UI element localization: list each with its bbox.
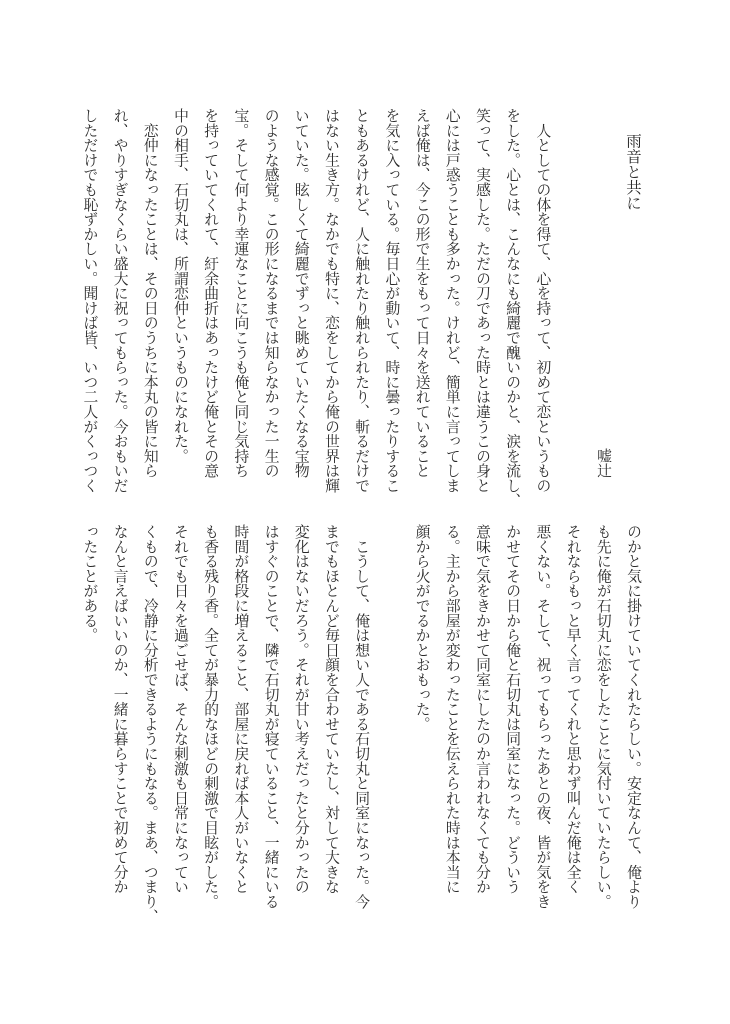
text-column-upper: 恋仲になったことは、その日のうちに本丸の皆に知ら <box>141 108 159 478</box>
text-column-upper: しただけでも恥ずかしい。聞けば皆、いつ二人がくっつく <box>81 108 99 493</box>
text-column-upper: をした。心とは、こんなにも綺麗で醜いのかと、涙を流し、 <box>504 108 522 508</box>
text-column-lower: それならもっと早く言ってくれと思わず叫んだ俺は全く <box>564 524 582 894</box>
text-column-lower: 意味で気をきかせて同室にしたのか言われなくても分か <box>474 524 491 894</box>
text-column-lower: それでも日々を過ごせば、そんな刺激も日常になってい <box>172 524 189 894</box>
text-column-upper: いていた。眩しくて綺麗でずっと眺めていたくなる宝物 <box>292 108 310 478</box>
text-column-lower: ったことがある。 <box>81 524 99 643</box>
text-column-upper: れ、やりすぎなくらい盛大に祝ってもらった。今おもいだ <box>111 108 129 493</box>
text-column-upper: 心には戸惑うことも多かった。けれど、簡単に言ってしま <box>443 108 461 493</box>
text-column-lower: も香る残り香。全てが暴力的なほどの刺激で目眩がした。 <box>202 524 220 909</box>
text-column-upper: ともあるけれど、人に触れたり触れられたり、斬るだけで <box>353 108 371 493</box>
text-column-upper: 中の相手、石切丸は、所謂恋仲というものになれた。 <box>172 108 189 464</box>
text-column-lower: のかと気に掛けていてくれたらしい。安定なんて、俺より <box>625 524 642 909</box>
text-column-lower: も先に俺が石切丸に恋をしたことに気付いていたらしい。 <box>594 524 612 909</box>
text-column-lower: 変化はないだろう。それが甘い考えだったと分かったの <box>292 524 310 894</box>
text-column-upper: のような感覚。この形になるまでは知らなかった一生の <box>262 108 280 478</box>
text-column-lower: かせてその日から俺と石切丸は同室になった。どういう <box>504 524 522 894</box>
text-column-lower: 時間が格段に増えること、部屋に戻れば本人がいなくと <box>232 524 250 894</box>
text-column-upper: 宝。そして何より幸運なことに向こうも俺と同じ気持ち <box>232 108 250 478</box>
text-column-lower: なんと言えばいいのか、一緒に暮らすことで初めて分か <box>111 524 129 894</box>
text-column-upper: えば俺は、今この形で生をもって日々を送れていること <box>413 108 431 478</box>
text-column-lower: までもほとんど毎日顔を合わせていたし、対して大きな <box>323 524 340 894</box>
text-column-lower: 悪くない。そして、祝ってもらったあとの夜、皆が気をき <box>534 524 552 909</box>
story-title: 雨音と共に <box>624 133 642 211</box>
text-column-upper: を気に入っている。毎日心が動いて、時に曇ったりするこ <box>383 108 401 493</box>
text-column-upper: 人としての体を得て、心を持って、初めて恋というもの <box>534 108 552 493</box>
text-column-lower: 顔から火がでるかとおもった。 <box>413 524 431 732</box>
text-column-lower: こうして、俺は想い人である石切丸と同室になった。今 <box>353 524 371 909</box>
text-column-upper: はない生き方。なかでも特に、恋をしてから俺の世界は輝 <box>323 108 340 493</box>
text-column-upper: を持っていてくれて、紆余曲折はあったけど俺とその意 <box>202 108 220 478</box>
author-name: 嘘辻 <box>595 448 612 478</box>
text-column-upper: 笑って、実感した。ただの刀であった時とは違うこの身と <box>474 108 491 493</box>
text-column-lower: る。主から部屋が変わったことを伝えられた時は本当に <box>443 524 461 894</box>
text-column-lower: はすぐのことで、隣で石切丸が寝ていること、一緒にいる <box>262 524 280 909</box>
text-column-lower: くもので、冷静に分析できるようにもなる。まあ、つまり、 <box>141 524 159 924</box>
